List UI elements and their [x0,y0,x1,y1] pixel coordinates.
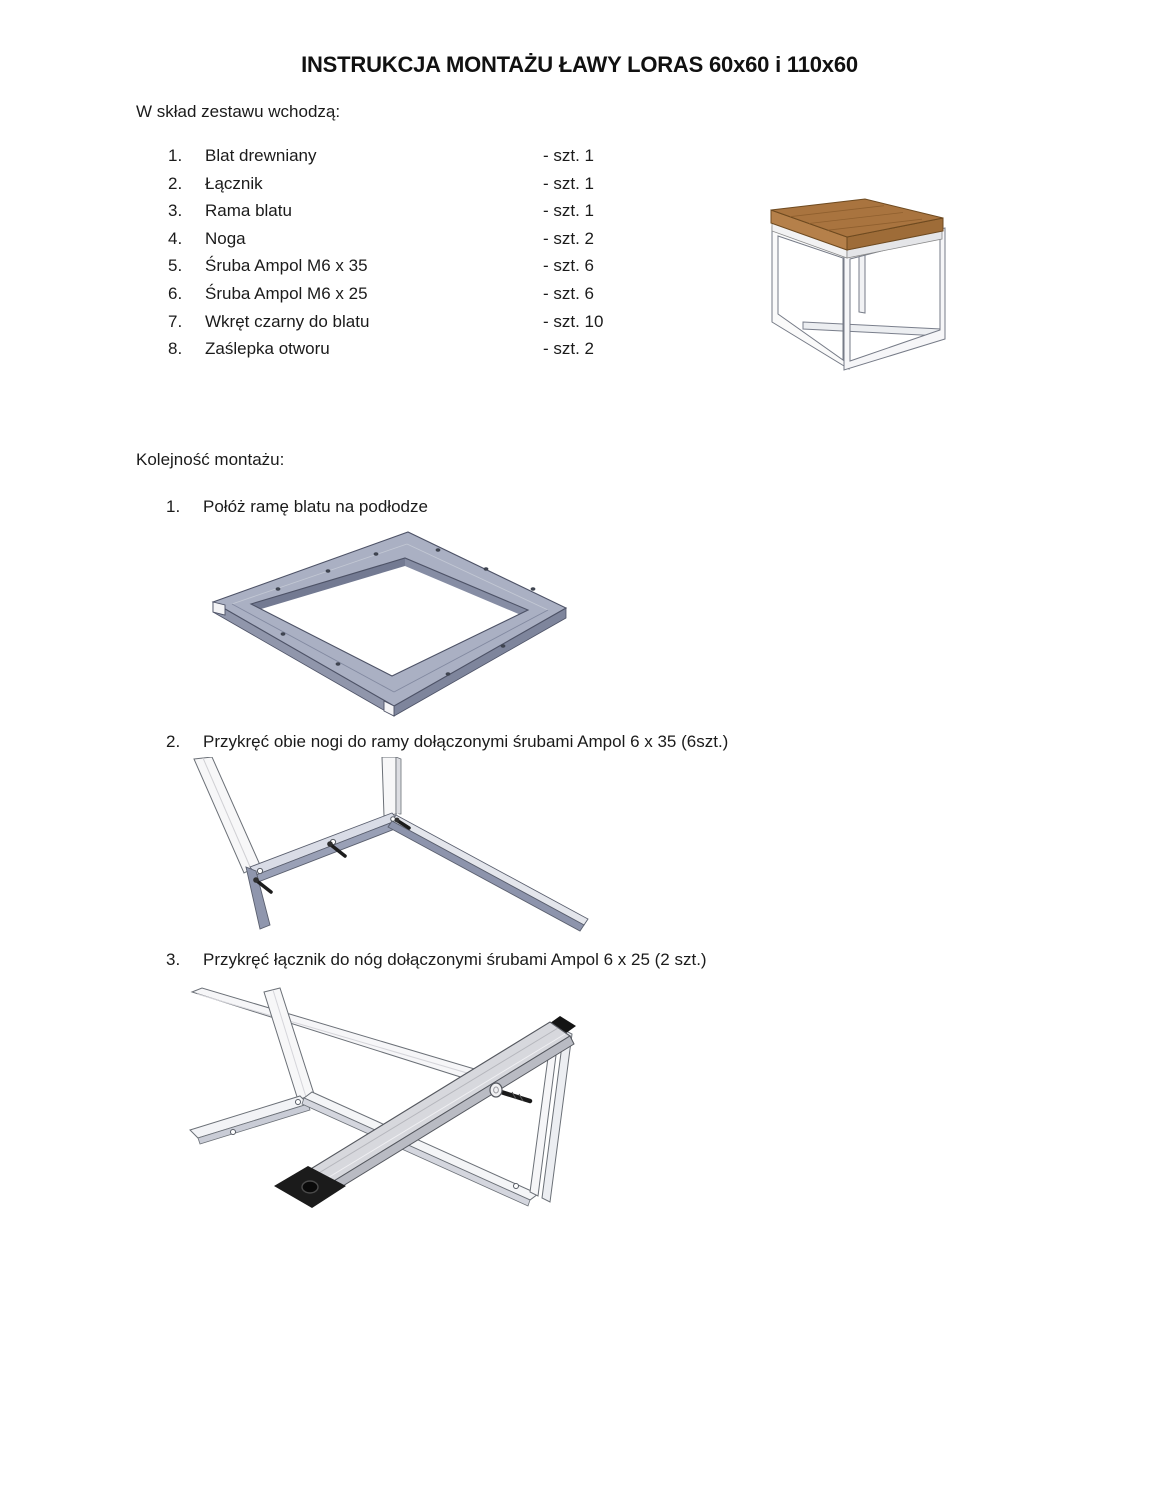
assembly-heading: Kolejność montażu: [136,450,285,469]
part-quantity: - szt. 2 [543,228,595,248]
parts-list-item [168,170,768,198]
step-1 [166,496,926,517]
part-quantity: - szt. 6 [543,283,595,303]
part-number: 4. [168,228,183,248]
parts-list [168,142,768,363]
step-text: Połóż ramę blatu na podłodze [203,497,428,516]
part-quantity: - szt. 1 [543,173,595,193]
part-name: Śruba Ampol M6 x 35 [205,256,368,276]
parts-list-item [168,197,768,225]
part-name: Noga [205,228,246,248]
parts-list-item [168,335,768,363]
step-2 [166,731,926,752]
part-name: Rama blatu [205,201,292,221]
part-name: Zaślepka otworu [205,339,330,359]
parts-list-item [168,252,768,280]
step-number: 1. [166,497,181,516]
part-quantity: - szt. 6 [543,256,595,276]
step-text: Przykręć obie nogi do ramy dołączonymi śrubami Ampol 6 x 35 (6szt.) [203,732,729,751]
crossbar-illustration [178,986,670,1236]
step-text: Przykręć łącznik do nóg dołączonymi śrubami Ampol 6 x 25 (2 szt.) [203,950,707,969]
part-quantity: - szt. 2 [543,339,595,359]
part-number: 6. [168,283,183,303]
part-name: Wkręt czarny do blatu [205,311,370,331]
frame-illustration [198,524,578,720]
part-name: Łącznik [205,173,263,193]
step-number: 3. [166,950,181,969]
part-name: Blat drewniany [205,146,317,165]
part-number: 5. [168,256,183,276]
part-number: 7. [168,311,183,331]
step-3 [166,949,926,970]
page-title: INSTRUKCJA MONTAŻU ŁAWY LORAS 60x60 i 110x60 [301,52,858,77]
parts-intro-label: W skład zestawu wchodzą: [136,102,341,121]
part-number: 2. [168,173,183,193]
part-name: Śruba Ampol M6 x 25 [205,283,368,303]
part-number: 1. [168,146,183,165]
assembled-table-illustration [745,176,985,383]
part-quantity: - szt. 1 [543,201,595,221]
step-number: 2. [166,732,181,751]
part-number: 3. [168,201,183,221]
parts-list-item [168,308,768,336]
parts-list-item [168,142,768,170]
part-number: 8. [168,339,183,359]
parts-list-item [168,225,768,253]
part-quantity: - szt. 1 [543,146,595,165]
legs-illustration [150,757,590,943]
parts-list-item [168,280,768,308]
part-quantity: - szt. 10 [543,311,604,331]
